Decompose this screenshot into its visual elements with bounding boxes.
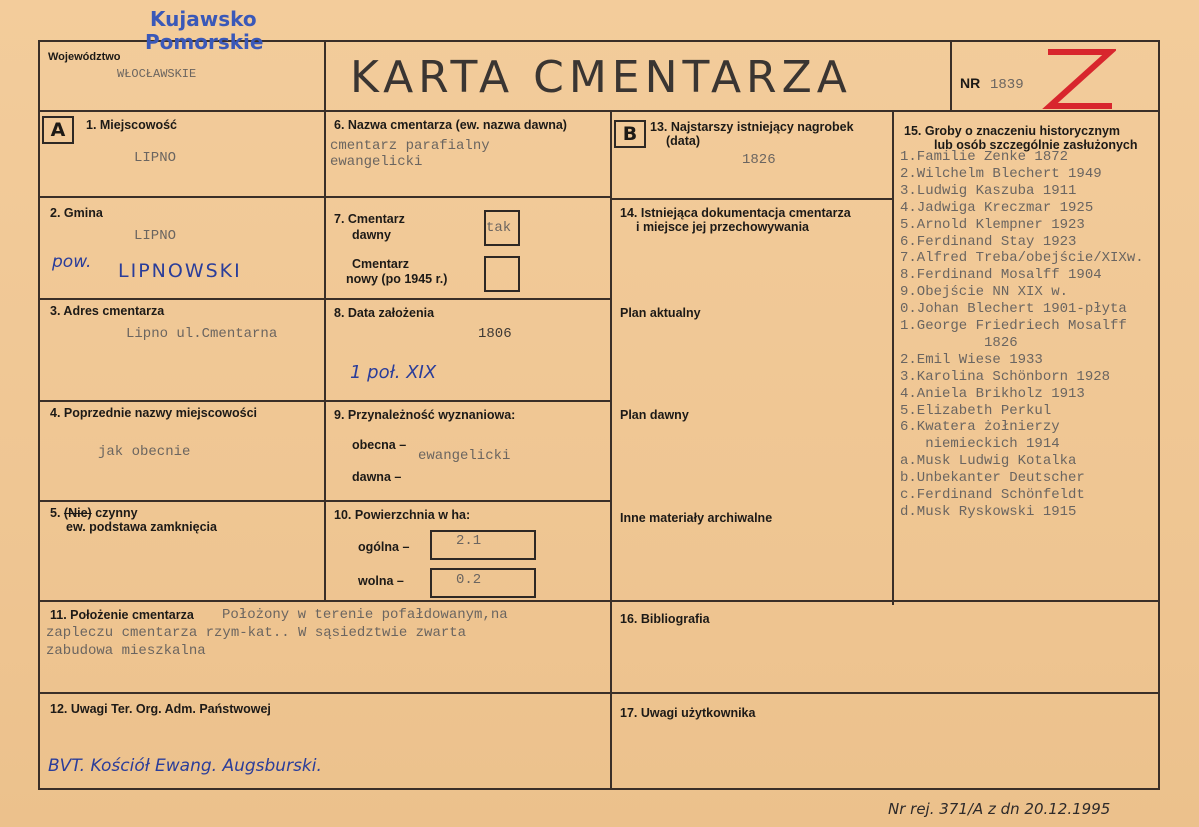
row-line-l6 <box>38 692 1160 694</box>
grave-entry: c.Ferdinand Schönfeldt <box>900 487 1085 503</box>
grave-entry: 6.Kwatera żołnierzy <box>900 419 1060 436</box>
row-line-l2 <box>38 298 610 300</box>
county-prefix: pow. <box>52 252 92 272</box>
frame-bottom <box>38 788 1160 790</box>
header-divider <box>38 110 1160 112</box>
grave-entry: 1826 <box>900 334 1018 351</box>
field15-label1: 15. Groby o znaczeniu historycznym <box>904 124 1121 138</box>
field10-total-label: ogólna – <box>358 540 410 554</box>
grave-entry: 5.Elizabeth Perkul <box>900 402 1052 419</box>
grave-entry: 2.Wilchelm Blechert 1949 <box>900 165 1102 182</box>
grave-entry: niemieckich 1914 <box>900 436 1060 453</box>
field2-label: 2. Gmina <box>50 206 103 220</box>
field5-czynny: czynny <box>95 506 138 520</box>
field8-label: 8. Data założenia <box>334 306 435 320</box>
field16-label: 16. Bibliografia <box>620 612 710 626</box>
frame-right <box>1158 40 1160 790</box>
frame-left <box>38 40 40 790</box>
field12-hand: BVT. Kościół Ewang. Augsburski. <box>48 756 322 776</box>
field13-label2: (data) <box>666 134 701 148</box>
field17-label: 17. Uwagi użytkownika <box>620 706 756 720</box>
field13-label1: 13. Najstarszy istniejący nagrobek <box>650 120 854 134</box>
registry-note: Nr rej. 371/A z dn 20.12.1995 <box>888 800 1111 818</box>
region-stamp-line1: Kujawsko <box>150 7 257 31</box>
section-b-badge: B <box>614 120 646 148</box>
row-line-l3 <box>38 400 610 402</box>
grave-entry: d.Musk Ryskowski 1915 <box>900 503 1077 520</box>
field4-value: jak obecnie <box>98 444 191 460</box>
field8-hand: 1 poł. XIX <box>350 362 437 383</box>
field6-label: 6. Nazwa cmentarza (ew. nazwa dawna) <box>334 118 567 132</box>
field5-label <box>50 506 138 521</box>
plan-former-label: Plan dawny <box>620 408 689 422</box>
field7-old-label2: dawny <box>352 228 391 242</box>
field9-label: 9. Przynależność wyznaniowa: <box>334 408 516 422</box>
field14-label1: 14. Istniejąca dokumentacja cmentarza <box>620 206 851 220</box>
grave-entry: 4.Aniela Brikholz 1913 <box>900 385 1085 402</box>
field10-free-value: 0.2 <box>456 572 482 588</box>
field15-label2: lub osób szczególnie zasłużonych <box>934 138 1138 152</box>
row-line-l4 <box>38 500 610 502</box>
field7-new-label1: Cmentarz <box>352 257 409 271</box>
voivodeship-value: WŁOCŁAWSKIE <box>117 67 197 81</box>
nr-label: NR <box>960 75 981 91</box>
field7-old-value: tak <box>486 220 512 236</box>
nr-value: 1839 <box>990 77 1024 93</box>
field10-free-box[interactable] <box>430 568 536 598</box>
field11-line2: zapleczu cmentarza rzym-kat.. W sąsiedztwie zwarta <box>46 625 467 641</box>
field5-nie: (Nie) <box>63 506 92 520</box>
field7-new-label2: nowy (po 1945 r.) <box>346 272 448 286</box>
county-value: LIPNOWSKI <box>118 260 242 282</box>
field1-label: 1. Miejscowość <box>86 118 178 132</box>
region-stamp-line2: Pomorskie <box>145 30 264 54</box>
grave-entry: a.Musk Ludwig Kotalka <box>900 453 1077 470</box>
field14-label2: i miejsce jej przechowywania <box>636 220 809 234</box>
plan-current-label: Plan aktualny <box>620 306 701 320</box>
field9-current-label: obecna – <box>352 438 407 452</box>
grave-entry: 9.Obejście NN XIX w. <box>900 284 1069 301</box>
field2-value: LIPNO <box>134 228 177 244</box>
header-vline-1 <box>324 40 326 110</box>
field4-label: 4. Poprzednie nazwy miejscowości <box>50 406 258 420</box>
field9-current-value: ewangelicki <box>418 448 511 464</box>
row-line-l5 <box>38 600 1160 602</box>
field3-label: 3. Adres cmentarza <box>50 304 165 318</box>
col-line-1 <box>324 110 326 600</box>
row-line-l1 <box>38 196 610 198</box>
red-letter-z <box>1040 42 1116 116</box>
field9-former-label: dawna – <box>352 470 402 484</box>
field10-total-value: 2.1 <box>456 533 482 549</box>
field13-value: 1826 <box>742 152 776 168</box>
field5-prefix: 5. <box>50 506 61 520</box>
row-line-m1 <box>610 198 892 200</box>
field1-value: LIPNO <box>134 150 177 166</box>
field8-value: 1806 <box>478 326 512 342</box>
grave-entry: 1.George Friedriech Mosalff <box>900 318 1127 334</box>
field10-free-label: wolna – <box>358 574 404 588</box>
field7-new-checkbox[interactable] <box>484 256 520 292</box>
grave-entry: 8.Ferdinand Mosalff 1904 <box>900 267 1102 284</box>
grave-entry: 4.Jadwiga Kreczmar 1925 <box>900 199 1094 216</box>
grave-entry: 6.Ferdinand Stay 1923 <box>900 233 1077 250</box>
header-vline-2 <box>950 40 952 110</box>
grave-entry: 3.Ludwig Kaszuba 1911 <box>900 182 1077 199</box>
other-materials-label: Inne materiały archiwalne <box>620 511 773 525</box>
grave-entry: 0.Johan Blechert 1901-płyta <box>900 301 1127 318</box>
col-line-3 <box>892 110 894 605</box>
grave-entry: 1.Familie Zenke 1872 <box>900 149 1069 165</box>
card-title: KARTA CMENTARZA <box>350 52 852 103</box>
field11-label: 11. Położenie cmentarza <box>50 608 194 622</box>
field6-value-line2: ewangelicki <box>330 154 423 170</box>
grave-entry: 5.Arnold Klempner 1923 <box>900 216 1085 233</box>
grave-entry: 2.Emil Wiese 1933 <box>900 351 1043 368</box>
voivodeship-label: Województwo <box>48 51 121 63</box>
field3-value: Lipno ul.Cmentarna <box>126 326 278 342</box>
grave-entry: 3.Karolina Schönborn 1928 <box>900 368 1111 385</box>
field7-old-label1: 7. Cmentarz <box>334 212 405 226</box>
field10-label: 10. Powierzchnia w ha: <box>334 508 471 522</box>
field10-total-box[interactable] <box>430 530 536 560</box>
col-line-2 <box>610 110 612 790</box>
field11-line3: zabudowa mieszkalna <box>46 643 206 659</box>
grave-entry: 7.Alfred Treba/obejście/XIXw. <box>900 250 1144 267</box>
field11-line1: Położony w terenie pofałdowanym,na <box>222 607 508 623</box>
field12-label: 12. Uwagi Ter. Org. Adm. Państwowej <box>50 702 271 716</box>
grave-entry: b.Unbekanter Deutscher <box>900 470 1085 487</box>
field5-label2: ew. podstawa zamknięcia <box>66 520 217 534</box>
section-a-badge: A <box>42 116 74 144</box>
field6-value-line1: cmentarz parafialny <box>330 138 490 154</box>
